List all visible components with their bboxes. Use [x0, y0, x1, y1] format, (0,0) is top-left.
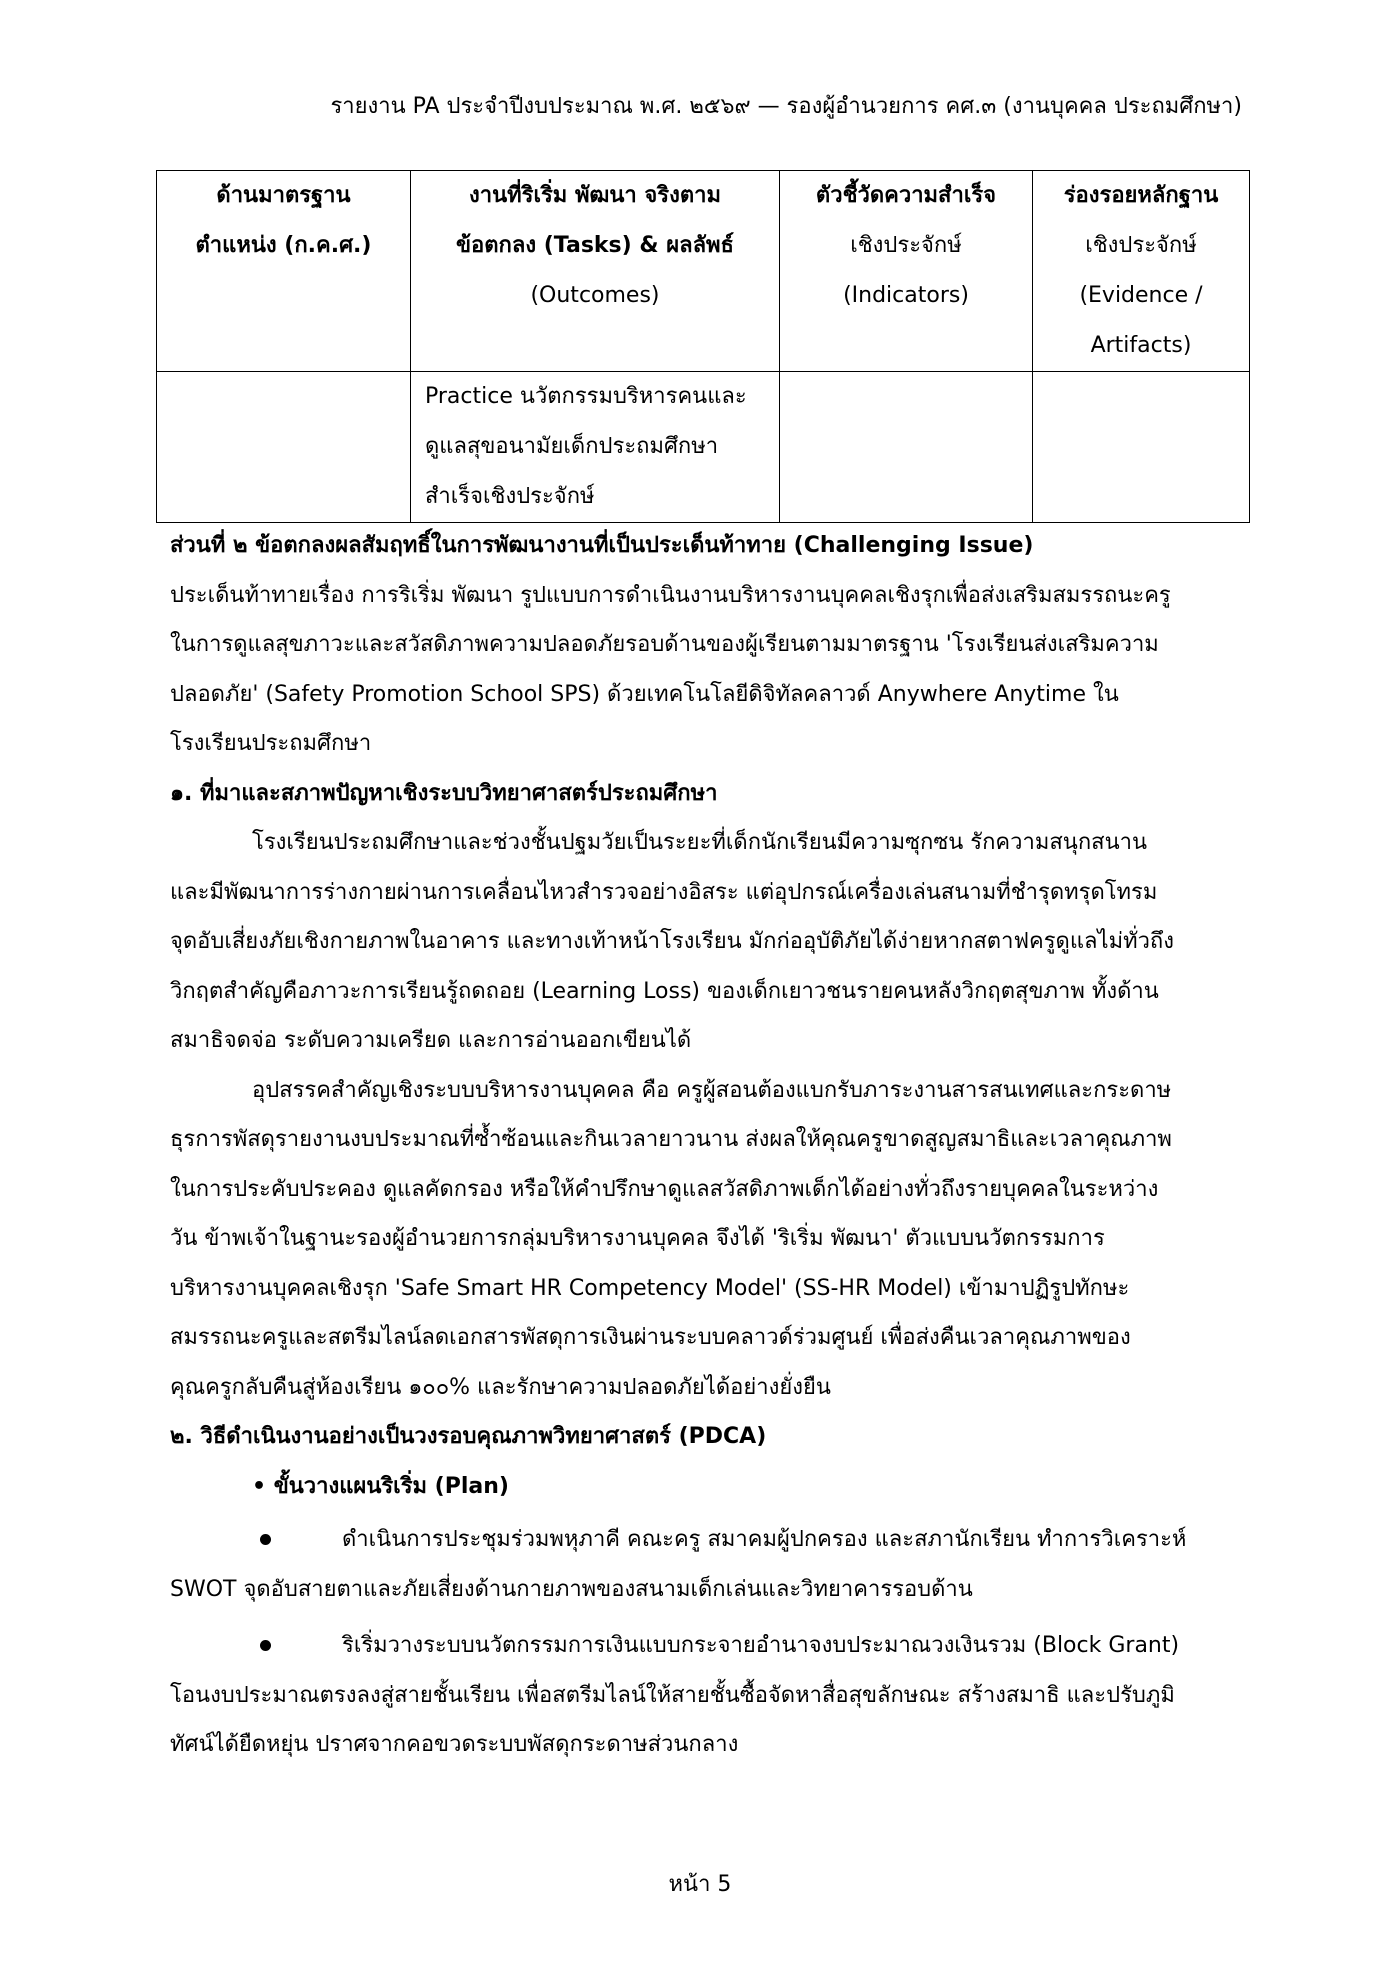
table-cell: Practice นวัตกรรมบริหารคนและ ดูแลสุขอนามัยเด็กประถมศึกษา สำเร็จเชิงประจักษ์	[411, 372, 780, 523]
table-cell	[780, 372, 1033, 523]
bullet-icon	[260, 1534, 271, 1545]
paragraph-line: อุปสรรคสำคัญเชิงระบบบริหารงานบุคคล คือ ครูผู้สอนต้องแบกรับภาระงานสารสนเทศและกระดาษ	[252, 1077, 1172, 1103]
paragraph-line: ทัศน์ได้ยืดหยุ่น ปราศจากคอขวดระบบพัสดุกระดาษส่วนกลาง	[170, 1732, 739, 1757]
paragraph-line: โอนงบประมาณตรงลงสู่สายชั้นเรียน เพื่อสตรีมไลน์ให้สายชั้นซื้อจัดหาสื่อสุขลักษณะ สร้างสมาธิ และปรับภูมิ	[170, 1682, 1175, 1708]
table-cell	[1033, 372, 1250, 523]
section-2-heading: ส่วนที่ ๒ ข้อตกลงผลสัมฤทธิ์ในการพัฒนางานที่เป็นประเด็นท้าทาย (Challenging Issue)	[170, 533, 1034, 558]
issue-line: ปลอดภัย' (Safety Promotion School SPS) ด้วยเทคโนโลยีดิจิทัลคลาวด์ Anywhere Anytime ใน	[170, 681, 1119, 707]
paragraph-line: ธุรการพัสดุรายงานงบประมาณที่ซ้ำซ้อนและกินเวลายาวนาน ส่งผลให้คุณครูขาดสูญสมาธิและเวลาคุณภาพ	[170, 1127, 1172, 1152]
table-row	[157, 372, 1250, 523]
table-header-row	[157, 171, 1250, 372]
paragraph-line: สมาธิจดจ่อ ระดับความเครียด และการอ่านออกเขียนได้	[170, 1028, 692, 1053]
page-number: หน้า 5	[668, 1872, 732, 1897]
paragraph-line: SWOT จุดอับสายตาและภัยเสี่ยงด้านกายภาพของสนามเด็กเล่นและวิทยาคารรอบด้าน	[170, 1576, 973, 1602]
part-1-heading: ๑. ที่มาและสภาพปัญหาเชิงระบบวิทยาศาสตร์ประถมศึกษา	[170, 780, 718, 806]
col-header-standard: ด้านมาตรฐาน ตำแหน่ง (ก.ค.ศ.)	[157, 171, 411, 372]
part-2-heading: ๒. วิธีดำเนินงานอย่างเป็นวงรอบคุณภาพวิทยาศาสตร์ (PDCA)	[170, 1424, 767, 1449]
issue-line: ในการดูแลสุขภาวะและสวัสดิภาพความปลอดภัยรอบด้านของผู้เรียนตามมาตรฐาน 'โรงเรียนส่งเสริมความ	[170, 632, 1159, 657]
col-header-indicators: ตัวชี้วัดความสำเร็จ เชิงประจักษ์ (Indicators)	[780, 171, 1033, 372]
bullet-item: ดำเนินการประชุมร่วมพหุภาคี คณะครู สมาคมผู้ปกครอง และสภานักเรียน ทำการวิเคราะห์	[170, 1515, 1240, 1565]
bullet-icon	[260, 1640, 271, 1651]
paragraph-line: ในการประคับประคอง ดูแลคัดกรอง หรือให้คำปรึกษาดูแลสวัสดิภาพเด็กได้อย่างทั่วถึงรายบุคคลในระหว่าง	[170, 1176, 1159, 1202]
paragraph-line: วิกฤตสำคัญคือภาวะการเรียนรู้ถดถอย (Learning Loss) ของเด็กเยาวชนรายคนหลังวิกฤตสุขภาพ ทั้งด้าน	[170, 978, 1159, 1004]
plan-label: • ขั้นวางแผนริเริ่ม (Plan)	[252, 1473, 509, 1499]
document-body	[170, 521, 1240, 1770]
col-header-evidence: ร่องรอยหลักฐาน เชิงประจักษ์ (Evidence / Artifacts)	[1033, 171, 1250, 372]
issue-line: โรงเรียนประถมศึกษา	[170, 731, 372, 756]
bullet-item: ริเริ่มวางระบบนวัตกรรมการเงินแบบกระจายอำนาจงบประมาณวงเงินรวม (Block Grant)	[170, 1621, 1240, 1671]
paragraph-line: วัน ข้าพเจ้าในฐานะรองผู้อำนวยการกลุ่มบริหารงานบุคคล จึงได้ 'ริเริ่ม พัฒนา' ตัวแบบนวัตกรรมการ	[170, 1226, 1105, 1251]
paragraph-line: สมรรถนะครูและสตรีมไลน์ลดเอกสารพัสดุการเงินผ่านระบบคลาวด์ร่วมศูนย์ เพื่อส่งคืนเวลาคุณภาพของ	[170, 1325, 1131, 1350]
paragraph-line: และมีพัฒนาการร่างกายผ่านการเคลื่อนไหวสำรวจอย่างอิสระ แต่อุปกรณ์เครื่องเล่นสนามที่ชำรุดทรุดโทรม	[170, 879, 1158, 905]
issue-line: ประเด็นท้าทายเรื่อง การริเริ่ม พัฒนา รูปแบบการดำเนินงานบริหารงานบุคคลเชิงรุกเพื่อส่งเสริมสมรรถนะครู	[170, 582, 1171, 608]
col-header-tasks: งานที่ริเริ่ม พัฒนา จริงตาม ข้อตกลง (Tasks) & ผลลัพธ์ (Outcomes)	[411, 171, 780, 372]
paragraph-line: คุณครูกลับคืนสู่ห้องเรียน ๑๐๐% และรักษาความปลอดภัยได้อย่างยั่งยืน	[170, 1374, 831, 1400]
table-cell	[157, 372, 411, 523]
task-table	[156, 170, 1250, 523]
paragraph-line: บริหารงานบุคคลเชิงรุก 'Safe Smart HR Competency Model' (SS-HR Model) เข้ามาปฏิรูปทักษะ	[170, 1275, 1130, 1301]
paragraph-line: โรงเรียนประถมศึกษาและช่วงชั้นปฐมวัยเป็นระยะที่เด็กนักเรียนมีความซุกซน รักความสนุกสนาน	[252, 830, 1147, 855]
page-header: รายงาน PA ประจำปีงบประมาณ พ.ศ. ๒๕๖๙ — รองผู้อำนวยการ คศ.๓ (งานบุคคล ประถมศึกษา)	[330, 94, 1242, 119]
paragraph-line: จุดอับเสี่ยงภัยเชิงกายภาพในอาคาร และทางเท้าหน้าโรงเรียน มักก่ออุบัติภัยได้ง่ายหากสตาฟครูดูแลไม่ทั่วถึง	[170, 929, 1174, 954]
